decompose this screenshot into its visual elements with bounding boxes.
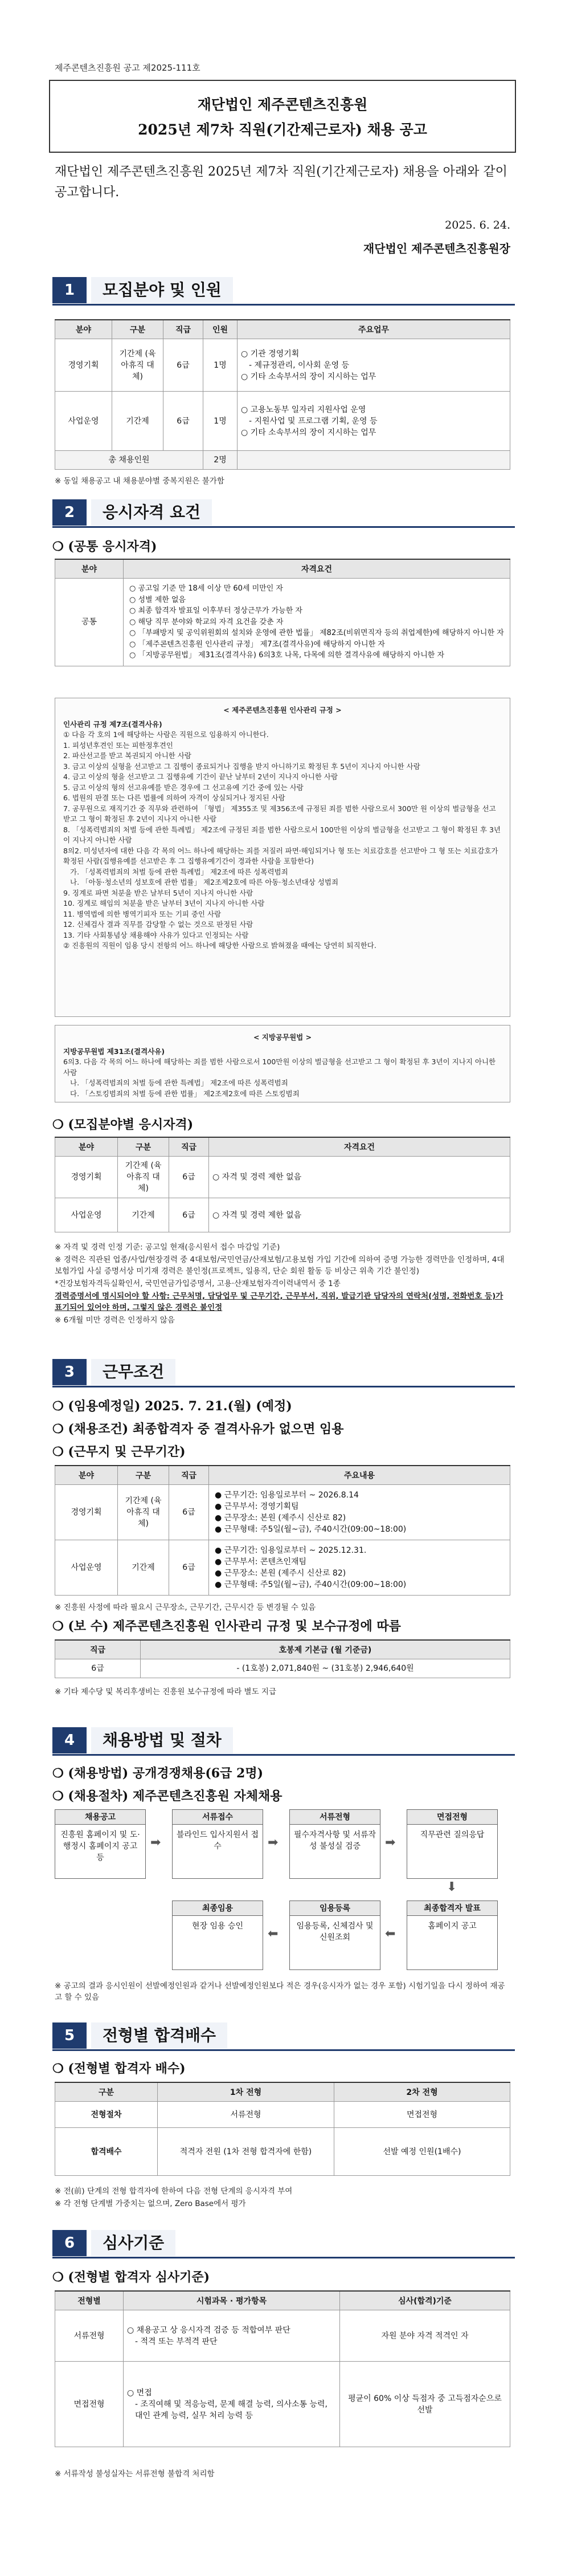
cell-field: 경영기획 (55, 1157, 118, 1198)
rule-line: 7. 공무원으로 재직기간 중 직무와 관련하여 「형법」 제355조 및 제356조에 규정된 죄를 범한 사람으로서 300만 원 이상의 벌금형을 선고받고 그 형이 확정된 후 2년이 지나지 아니한 사람 (63, 804, 496, 823)
method-line: ❍ (채용방법) 공개경쟁채용(6급 2명) (52, 1766, 263, 1781)
rule-line: ② 진흥원의 직원이 임용 당시 전항의 어느 하나에 해당한 사람으로 밝혀졌을 때에는 당연히 퇴직한다. (63, 941, 376, 950)
flow-step-title: 면접전형 (407, 1810, 497, 1825)
flow-step-title: 채용공고 (55, 1810, 145, 1825)
process-flow (55, 1809, 510, 1975)
col-header: 구분 (118, 1137, 169, 1157)
notice-date: 2025. 6. 24. (445, 219, 510, 231)
note-line: *건강보험자격득실확인서, 국민연금가입증명서, 고용·산재보험자격이력내역서 중 1종 (55, 1279, 341, 1288)
cell-duties (238, 392, 510, 451)
cell-stage: 면접전형 (55, 2362, 124, 2447)
cell-field: 공통 (55, 579, 124, 666)
col-header: 분야 (55, 1466, 118, 1485)
title-line-2: 2025년 제7차 직원(기간제근로자) 채용 공고 (138, 121, 427, 138)
section-title: 근무조건 (91, 1359, 175, 1385)
rule-line: 12. 신체검사 결과 직무를 감당할 수 없는 것으로 판정된 사람 (63, 920, 253, 929)
rule-box-personnel (55, 698, 510, 1017)
cell-label: 합격배수 (55, 2128, 158, 2176)
cell-type: 기간제 (육아휴직 대체) (112, 339, 163, 392)
cell-grade: 6급 (169, 1157, 209, 1198)
rule-line: 4. 금고 이상의 형을 선고받고 그 집행유예 기간이 끝난 날부터 2년이 지나지 아니한 사람 (63, 772, 338, 781)
col-header: 자격요건 (124, 559, 510, 579)
signer: 재단법인 제주콘텐츠진흥원장 (363, 242, 510, 255)
arrow-right-icon: ➡ (385, 1836, 396, 1850)
flow-step-body: 현장 임용 승인 (191, 1922, 244, 1931)
section-title: 응시자격 요건 (91, 499, 212, 526)
cell-requirement: ○ 자격 및 경력 제한 없음 (209, 1157, 510, 1198)
req-line: ○ 공고일 기준 만 18세 이상 만 60세 미만인 자 (129, 584, 283, 593)
detail-line: ● 근무부서: 경영기획팀 (215, 1502, 299, 1511)
flow-step-title: 최종합격자 발표 (407, 1901, 497, 1916)
note-line: ※ 각 전형 단계별 가중치는 없으며, Zero Base에서 평가 (55, 2199, 246, 2208)
col-header: 1차 전형 (158, 2082, 334, 2102)
col-header: 직급 (169, 1466, 209, 1485)
flow-step-body: 블라인드 입사지원서 접수 (176, 1830, 259, 1851)
doc-number: 제주콘텐츠진흥원 공고 제2025-111호 (55, 63, 200, 73)
duty-line: ○ 기관 경영기획 (241, 349, 300, 359)
cell-details (209, 1485, 510, 1540)
cell-stage-2: 선발 예정 인원(1배수) (334, 2128, 510, 2176)
cell-label: 전형절차 (55, 2102, 158, 2128)
work-conditions-table (55, 1465, 510, 1596)
section-title: 채용방법 및 절차 (91, 1727, 233, 1753)
flow-step (289, 1901, 380, 1970)
flow-step-body: 진흥원 홈페이지 및 도·행정시 홈페이지 공고 등 (60, 1830, 140, 1862)
detail-line: ● 근무부서: 콘텐츠인재팀 (215, 1557, 307, 1566)
cell-criteria: 평균이 60% 이상 득점자 중 고득점자순으로 선발 (340, 2362, 510, 2447)
col-header: 주요내용 (209, 1466, 510, 1485)
flow-step-title: 최종임용 (173, 1901, 263, 1916)
rule-line: 1. 피성년후견인 또는 피한정후견인 (63, 740, 173, 750)
cell-grade: 6급 (163, 392, 203, 451)
rule-line: 2. 파산선고를 받고 복권되지 아니한 사람 (63, 751, 191, 760)
rule-line: 10. 징계로 해임의 처분을 받은 날부터 3년이 지나지 아니한 사람 (63, 899, 265, 907)
cell-stage-1: 적격자 전원 (1차 전형 합격자에 한함) (158, 2128, 334, 2176)
note-line: ※ 경력은 직관된 업종/사업/현장경력 중 4대보험/국민연금/산재보험/고용보험 가입 기간에 의하여 증명 가능한 경력만을 인정하며, 4대보험가입 사실 증명서상 미기재 경력은 불인정(프로젝트, 일용직, 단순 회원 활동 등 비상근 위촉 기간 불인정) (55, 1255, 505, 1276)
flow-step-body: 임용등록, 신체검사 및 신원조회 (296, 1922, 374, 1942)
section-5-header (52, 2022, 515, 2049)
rule-line: 나. 「성폭력범죄의 처벌 등에 관한 특례법」 제2조에 따른 성폭력범죄 (70, 1079, 288, 1087)
col-header: 직급 (169, 1137, 209, 1157)
sub-heading: ❍ (모집분야별 응시자격) (52, 1117, 194, 1132)
rule-line: 8의2. 미성년자에 대한 다음 각 목의 어느 하나에 해당하는 죄를 저질러 파면·해임되거나 형 또는 치료감호를 선고받아 그 형 또는 치료감호가 확정된 사람(집행유예를 선고받은 후 그 집행유예기간이 경과한 사람을 포함한다) (63, 846, 498, 865)
cell-items (124, 2362, 340, 2447)
cell-type: 기간제 (118, 1540, 169, 1596)
flow-step (172, 1901, 263, 1970)
procedure-line: ❍ (채용절차) 제주콘텐츠진흥원 자체채용 (52, 1789, 282, 1804)
criteria-line: ❍ (전형별 합격자 심사기준) (52, 2270, 210, 2285)
common-qual-table (55, 559, 510, 666)
item-line: - 조직여해 및 적응능력, 문제 해결 능력, 의사소통 능력, 대인 관계 능력, 실무 처리 능력 등 (135, 2399, 328, 2420)
req-line: ○ 해당 직무 분야와 학교의 자격 요건을 갖춘 자 (129, 617, 284, 626)
flow-step (55, 1809, 146, 1879)
table-row (55, 392, 510, 451)
cell-field: 경영기획 (55, 339, 112, 392)
pass-multiplier-table (55, 2082, 510, 2176)
section-title: 모집분야 및 인원 (91, 277, 233, 303)
req-line: ○ 「지방공무원법」 제31조(결격사유) 6의3호 나목, 다목에 의한 결격사유에 해당하지 아니한 자 (129, 651, 444, 660)
cell-grade: 6급 (169, 1198, 209, 1232)
cell-pay: - (1호봉) 2,071,840원 ~ (31호봉) 2,946,640원 (141, 1659, 510, 1678)
recruit-table (55, 319, 510, 470)
flow-step-title: 서류접수 (173, 1810, 263, 1825)
col-header: 직급 (163, 320, 203, 339)
flow-step (172, 1809, 263, 1879)
intro-text: 재단법인 제주콘텐츠진흥원 2025년 제7차 직원(기간제근로자) 채용을 아래와 같이 공고합니다. (55, 165, 507, 200)
col-header: 분야 (55, 559, 124, 579)
table-row (55, 1540, 510, 1596)
section-number: 4 (52, 1727, 87, 1753)
detail-line: ● 근무장소: 본원 (제주시 신산로 82) (215, 1513, 346, 1523)
table-row (55, 339, 510, 392)
cell-field: 사업운영 (55, 1540, 118, 1596)
section-number: 6 (52, 2230, 87, 2256)
col-header: 주요업무 (238, 320, 510, 339)
title-line-1: 재단법인 제주콘텐츠진흥원 (197, 96, 368, 113)
cell-field: 사업운영 (55, 392, 112, 451)
col-header: 구분 (118, 1466, 169, 1485)
arrow-right-icon: ➡ (268, 1836, 279, 1850)
cell-duties (238, 339, 510, 392)
item-line: - 적격 또는 부적격 판단 (135, 2337, 218, 2346)
cell-criteria: 자원 분야 자격 적격인 자 (340, 2310, 510, 2362)
rule-line: 나. 「아동·청소년의 성보호에 관한 법률」 제2조제2호에 따른 아동·청소년대상 성범죄 (70, 878, 339, 886)
duty-line: ○ 기타 소속부서의 장이 지시하는 업무 (241, 428, 376, 437)
table-row (55, 1157, 510, 1198)
arrow-left-icon: ⬅ (385, 1927, 396, 1941)
table-row (55, 1198, 510, 1232)
flow-step-body: 홈페이지 공고 (428, 1922, 477, 1931)
pay-line: ❍ (보 수) 제주콘텐츠진흥원 인사관리 규정 및 보수규정에 따름 (52, 1619, 401, 1634)
rule-caption: < 제주콘텐츠진흥원 인사관리 규정 > (223, 706, 342, 714)
rule-line: 6. 법원의 판결 또는 다른 법률에 의하여 자격이 상실되거나 정지된 사람 (63, 793, 285, 802)
rule-box-local-law (55, 1025, 510, 1102)
arrow-down-icon: ⬇ (447, 1880, 457, 1894)
req-line: ○ 성별 제한 없음 (129, 595, 186, 604)
table-row (55, 2310, 510, 2362)
title-box (49, 80, 516, 153)
flow-step-title: 서류전형 (290, 1810, 380, 1825)
col-header: 시험과목 · 평가항목 (124, 2291, 340, 2310)
cell-type: 기간제 (118, 1198, 169, 1232)
detail-line: ● 근무형태: 주5일(월~금), 주40시간(09:00~18:00) (215, 1525, 407, 1534)
section-2-header (52, 499, 515, 526)
table-row (55, 2102, 510, 2128)
rule-line: 다. 「스토킹범죄의 처벌 등에 관한 법률」 제2조제2호에 따른 스토킹범죄 (70, 1089, 300, 1098)
detail-line: ● 근무장소: 본원 (제주시 신산로 82) (215, 1569, 346, 1578)
flow-step (407, 1809, 498, 1879)
rule-line: 13. 기타 사회통념상 채용해야 사유가 있다고 인정되는 사람 (63, 930, 249, 939)
section-title: 심사기준 (91, 2230, 175, 2256)
cell-stage-2: 면접전형 (334, 2102, 510, 2128)
section-4-note: ※ 공고의 결과 응시인원이 선발예정인원과 같거나 선발예정인원보다 적은 경우(응시자가 없는 경우 포함) 시험기일을 다시 정하여 재공고 할 수 있음 (55, 1981, 505, 2002)
col-header: 2차 전형 (334, 2082, 510, 2102)
col-header: 인원 (203, 320, 238, 339)
col-header: 직급 (55, 1640, 141, 1659)
rule-line: 6의3. 다음 각 목의 어느 하나에 해당하는 죄를 범한 사람으로서 100만원 이상의 벌금형을 선고받고 그 형이 확정된 후 3년이 지나지 아니한 사람 (63, 1057, 496, 1077)
section-3-header (52, 1359, 515, 1385)
pay-table (55, 1639, 510, 1678)
rule-line: 9. 징계로 파면 처분을 받은 날부터 5년이 지나지 아니한 사람 (63, 888, 253, 897)
section-number: 2 (52, 499, 87, 526)
section-2-notes (55, 1242, 510, 1327)
req-line: ○ 「제주콘텐츠진흥원 인사관리 규정」 제7조(결격사유)에 해당하지 아니한 자 (129, 640, 385, 649)
duty-line: - 제규정관리, 이사회 운영 등 (249, 360, 350, 370)
section-1-header (52, 277, 515, 303)
rule-line: 5. 금고 이상의 형의 선고유예를 받은 경우에 그 선고유예 기간 중에 있는 사람 (63, 783, 304, 792)
duty-line: ○ 고용노동부 일자리 지원사업 운영 (241, 405, 366, 414)
table-row (55, 2128, 510, 2176)
rule-line: 11. 병역법에 의한 병역기피자 또는 기피 중인 사람 (63, 909, 222, 918)
section-6-note: ※ 서류작성 불성실자는 서류전형 불합격 처리함 (55, 2469, 215, 2479)
cell-field: 사업운영 (55, 1198, 118, 1232)
flow-step-title: 임용등록 (290, 1901, 380, 1916)
rule-line: 가. 「성폭력범죄의 처벌 등에 관한 특례법」 제2조에 따른 성폭력범죄 (70, 867, 288, 876)
note-line: ※ 전(前) 단계의 전형 합격자에 한하여 다음 전형 단계의 응시자격 부여 (55, 2187, 293, 2196)
rule-line: 8. 「성폭력범죄의 처벌 등에 관한 특례법」 제2조에 규정된 죄를 범한 사람으로서 100만원 이상의 벌금형을 선고받고 그 형이 확정된 후 3년이 지나지 아니한 사람 (63, 825, 501, 844)
cell-type: 기간제 (112, 392, 163, 451)
cell-stage: 서류전형 (55, 2310, 124, 2362)
item-line: ○ 채용공고 상 응시자격 검증 등 적합여부 판단 (127, 2325, 290, 2335)
cell-count: 1명 (203, 392, 238, 451)
cell-items (124, 2310, 340, 2362)
cell-requirements (124, 579, 510, 666)
rule-line: 인사관리 규정 제7조(결격사유) (63, 719, 162, 729)
cell-grade: 6급 (169, 1540, 209, 1596)
duty-line: - 지원사업 및 프로그램 기획, 운영 등 (249, 416, 378, 426)
cell-count: 1명 (203, 339, 238, 392)
cell-field: 경영기획 (55, 1485, 118, 1540)
section-1-note: ※ 동일 채용공고 내 채용분야별 중복지원은 불가함 (55, 477, 224, 486)
note-line: 경력증명서에 명시되어야 할 사항: 근무처명, 담당업무 및 근무기간, 근무부서, 직위, 발급기관 담당자의 연락처(성명, 전화번호 등)가 표기되어 있어야 하며, 그렇지 않은 경력은 불인정 (55, 1292, 503, 1312)
table-row (55, 1659, 510, 1678)
arrow-right-icon: ➡ (150, 1836, 161, 1850)
section-title: 전형별 합격배수 (91, 2022, 227, 2049)
req-line: ○ 최종 합격자 발표일 이후부터 정상근무가 가능한 자 (129, 607, 302, 615)
section-6-header (52, 2230, 515, 2256)
cell-total: 2명 (203, 451, 238, 470)
cell-type: 기간제 (육아휴직 대체) (118, 1157, 169, 1198)
rule-line: 지방공무원법 제31조(결격사유) (63, 1047, 165, 1056)
table-row (55, 579, 510, 666)
multiplier-line: ❍ (전형별 합격자 배수) (52, 2061, 186, 2076)
cell-details (209, 1540, 510, 1596)
start-date-line: ❍ (임용예정일) 2025. 7. 21.(월) (예정) (52, 1399, 292, 1414)
cell-type: 기간제 (육아휴직 대체) (118, 1485, 169, 1540)
table-row (55, 2362, 510, 2447)
evaluation-table (55, 2290, 510, 2447)
col-header: 구분 (55, 2082, 158, 2102)
item-line: ○ 면접 (127, 2388, 152, 2398)
note-line: ※ 6개월 미만 경력은 인정하지 않음 (55, 1316, 175, 1325)
flow-step (289, 1809, 380, 1879)
table-row-total (55, 451, 510, 470)
req-line: ○ 「부패방지 및 공익위원회의 설치와 운영에 관한 법률」 제82조(비위면직자 등의 취업제한)에 해당하지 아니한 자 (129, 629, 504, 637)
workplace-line: ❍ (근무지 및 근무기간) (52, 1444, 186, 1459)
field-qual-table (55, 1137, 510, 1232)
cell-total-label: 총 채용인원 (55, 451, 203, 470)
arrow-left-icon: ⬅ (268, 1927, 279, 1941)
section-5-notes (55, 2186, 510, 2211)
col-header: 분야 (55, 1137, 118, 1157)
col-header: 호봉제 기본급 (월 기준금) (141, 1640, 510, 1659)
cell-grade: 6급 (55, 1659, 141, 1678)
section-number: 5 (52, 2022, 87, 2049)
col-header: 전형별 (55, 2291, 124, 2310)
rule-line: 3. 금고 이상의 실형을 선고받고 그 집행이 종료되거나 집행을 받지 아니하기로 확정된 후 5년이 지나지 아니한 사람 (63, 762, 420, 771)
flow-step-body: 직무관련 질의응답 (420, 1830, 485, 1840)
sub-heading: ❍ (공통 응시자격) (52, 539, 157, 554)
flow-step-body: 필수자격사항 및 서류작성 불성실 검증 (293, 1830, 376, 1851)
section-4-header (52, 1727, 515, 1753)
detail-line: ● 근무기간: 임용일로부터 ~ 2026.8.14 (215, 1491, 359, 1500)
flow-step (407, 1901, 498, 1970)
col-header: 분야 (55, 320, 112, 339)
rule-caption: < 지방공무원법 > (253, 1033, 312, 1041)
cell-grade: 6급 (163, 339, 203, 392)
detail-line: ● 근무형태: 주5일(월~금), 주40시간(09:00~18:00) (215, 1580, 407, 1589)
section-3-note-1: ※ 진흥원 사정에 따라 필요시 근무장소, 근무기간, 근무시간 등 변경될 수 있음 (55, 1603, 316, 1612)
duty-line: ○ 기타 소속부서의 장이 지시하는 업무 (241, 372, 376, 381)
detail-line: ● 근무기간: 임용일로부터 ~ 2025.12.31. (215, 1546, 367, 1555)
cell-requirement: ○ 자격 및 경력 제한 없음 (209, 1198, 510, 1232)
section-3-note-2: ※ 기타 제수당 및 복리후생비는 진흥원 보수규정에 따라 별도 지급 (55, 1687, 276, 1696)
table-row (55, 1485, 510, 1540)
col-header: 구분 (112, 320, 163, 339)
condition-line: ❍ (채용조건) 최종합격자 중 결격사유가 없으면 임용 (52, 1422, 344, 1436)
section-number: 1 (52, 277, 87, 303)
note-line: ※ 자격 및 경력 인정 기준: 공고일 현재(응시원서 접수 마감일 기준) (55, 1243, 280, 1252)
rule-line: ① 다음 각 호의 1에 해당하는 사람은 직원으로 임용하지 아니한다. (63, 730, 269, 739)
cell-grade: 6급 (169, 1485, 209, 1540)
cell-stage-1: 서류전형 (158, 2102, 334, 2128)
section-number: 3 (52, 1359, 87, 1385)
col-header: 자격요건 (209, 1137, 510, 1157)
col-header: 심사(합격)기준 (340, 2291, 510, 2310)
